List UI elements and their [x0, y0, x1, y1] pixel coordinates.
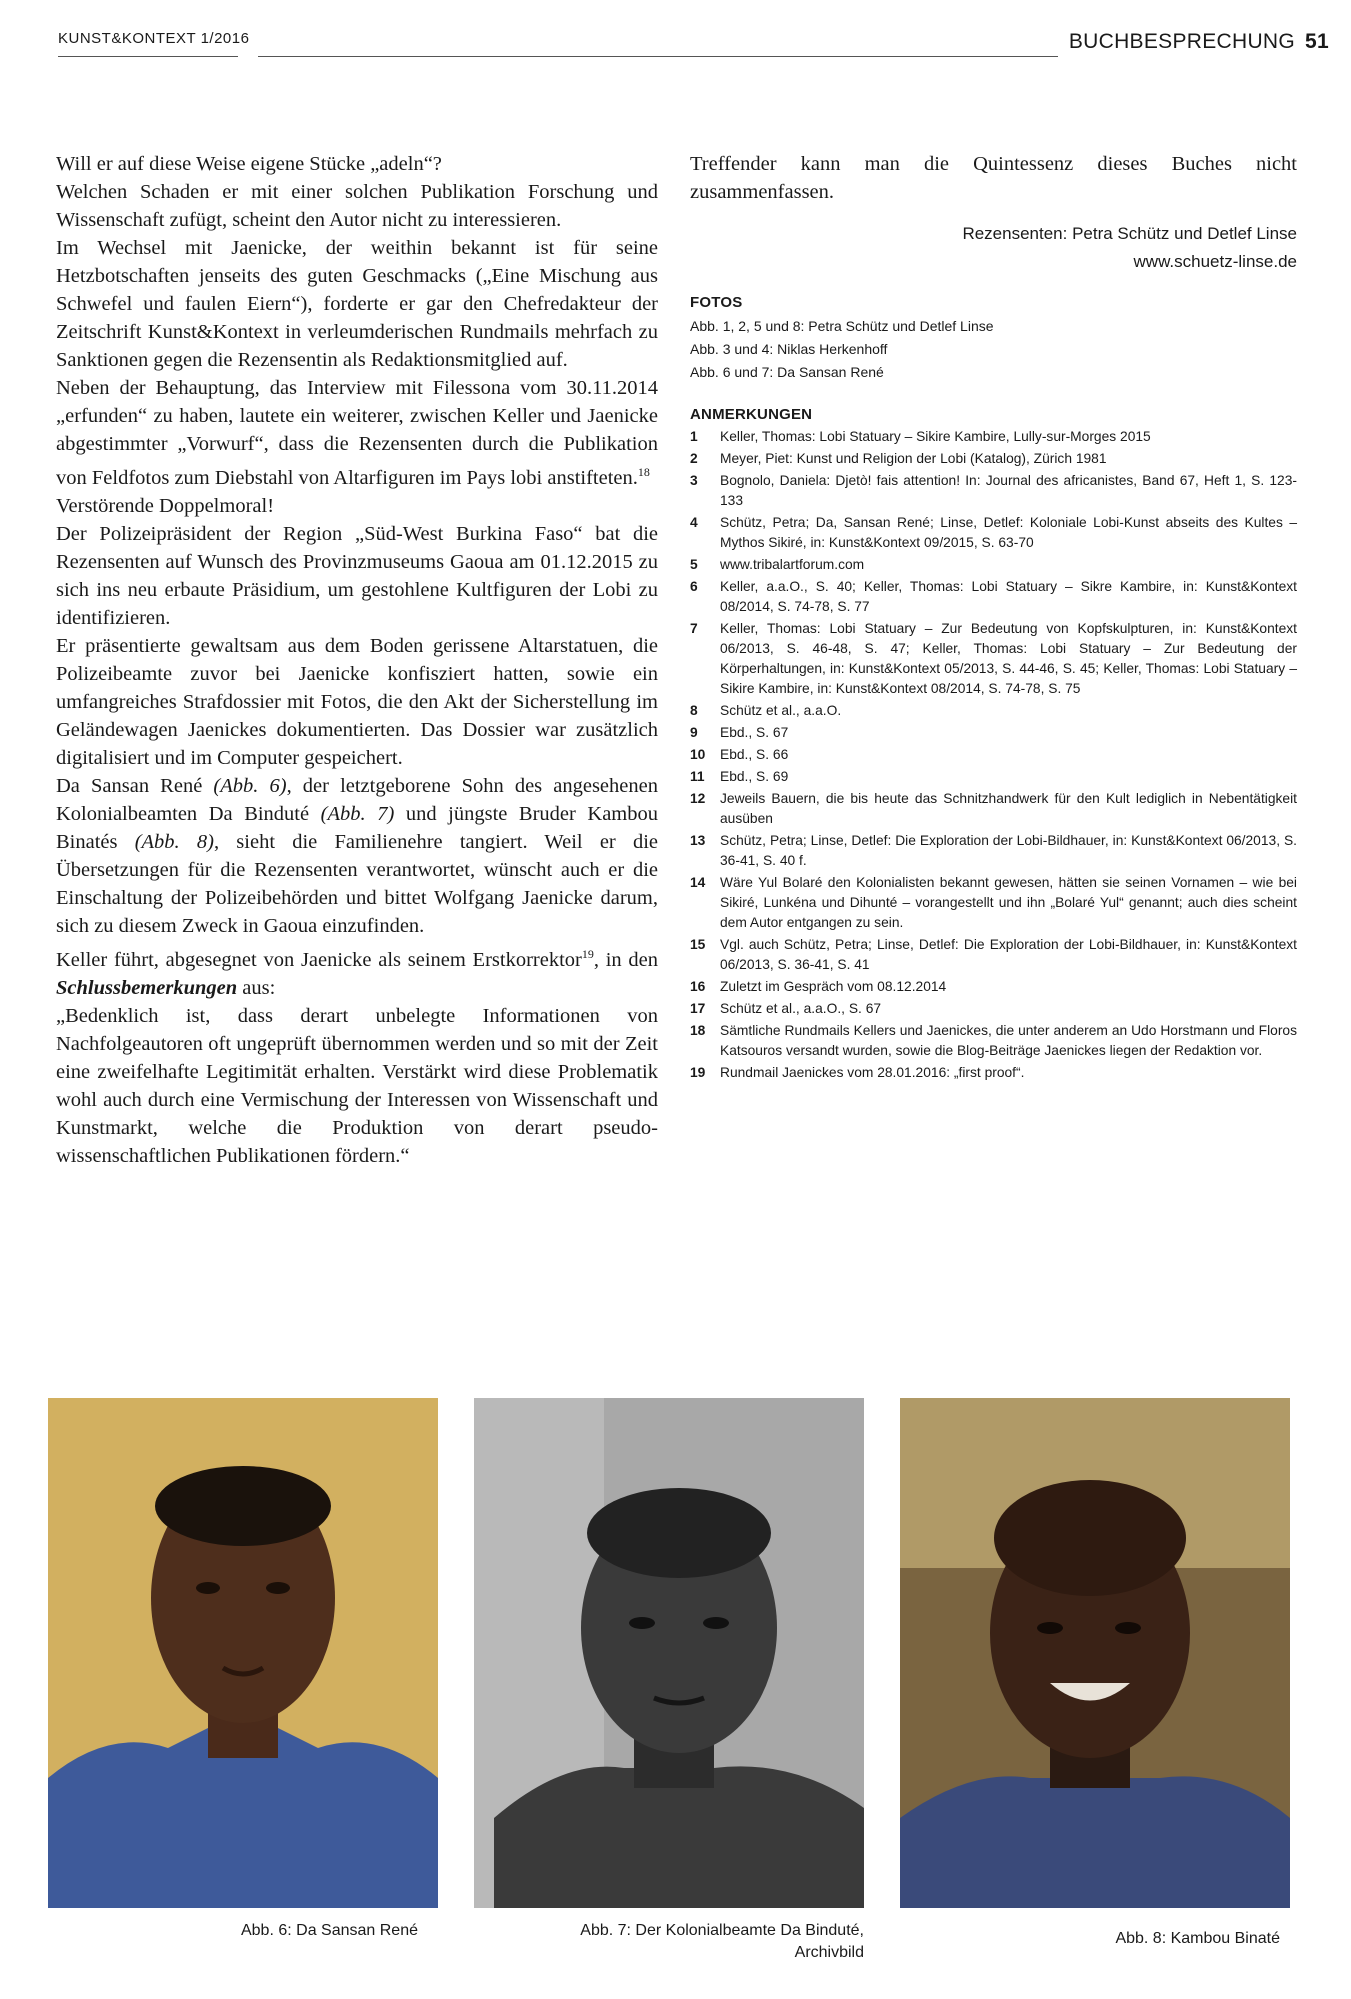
- footnote-number: 14: [690, 875, 706, 890]
- footnote-number: 5: [690, 557, 698, 572]
- reviewer-names: Rezensenten: Petra Schütz und Detlef Linse: [962, 224, 1297, 243]
- footnote-number: 19: [690, 1065, 706, 1080]
- footnote-text: Keller, a.a.O., S. 40; Keller, Thomas: Lobi Statuary – Sikre Kambire, in: Kunst&Kontext 08/2014, S. 74-78, S. 77: [720, 579, 1297, 614]
- footnote-item: [690, 831, 1297, 871]
- paragraph: Der Polizeipräsident der Region „Süd-West Burkina Faso“ bat die Rezensenten auf Wunsch des Provinzmuseums Gaoua am 01.12.2015 zu sich ins neu erbaute Präsidium, um gestohlene Kultfiguren der Lobi zu identifizieren.: [56, 522, 658, 629]
- footnote-item: [690, 555, 1297, 575]
- caption-abb-7: [474, 1920, 864, 1964]
- caption-abb-6: Abb. 6: Da Sansan René: [240, 1922, 418, 1939]
- footnote-text: Keller, Thomas: Lobi Statuary – Zur Bedeutung von Kopfskulpturen, in: Kunst&Kontext 06/2013, S. 46-48, S. 47; Keller, Thomas: Lobi Statuary – Zur Bedeutung der Körperhaltungen, in: Kunst&Kontext 05/2013, S. 44-46, S. 45; Keller, Thomas: Lobi Statuary – Sikire Kambire, in: Kunst&Kontext 08/2014, S. 74-78, S. 75: [720, 621, 1297, 696]
- caption-abb-8: Abb. 8: Kambou Binaté: [1115, 1930, 1280, 1947]
- footnote-text: Jeweils Bauern, die bis heute das Schnitzhandwerk für den Kult lediglich in Nebentätigkeit ausüben: [720, 791, 1297, 826]
- photo-da-sansan-rene: [48, 1398, 438, 1908]
- footnote-text: Wäre Yul Bolaré den Kolonialisten bekannt gewesen, hätten sie seinen Vornamen – wie bei Sikiré, Lunkéna und Dihunté – vorangestellt und ihn „Bolaré Yul“ genannt; auch dies scheint dem Autor entgangen zu sein.: [720, 875, 1297, 930]
- footnote-ref: 18: [637, 465, 650, 479]
- footnote-text: Schütz, Petra; Da, Sansan René; Linse, Detlef: Koloniale Lobi-Kunst abseits des Kultes – Mythos Sikiré, in: Kunst&Kontext 09/2015, S. 63-70: [720, 515, 1297, 550]
- paragraph: Neben der Behauptung, das Interview mit Filessona vom 30.11.2014 „erfunden“ zu haben, lautete ein weiterer, zwischen Keller und Jaenicke abgestimmter „Vorwurf“, dass die Rezensenten durch die Publikation von Feldfotos zum Diebstahl von Altarfiguren im Pays lobi anstifteten.$^{18}$: [56, 377, 658, 489]
- footnote-item: [690, 999, 1297, 1019]
- footnotes-list: [690, 427, 1297, 1083]
- footnote-text: www.tribalartforum.com: [720, 557, 865, 572]
- photo-credit: Abb. 6 und 7: Da Sansan René: [690, 364, 884, 380]
- header-rule-left: [58, 56, 238, 57]
- footnote-text: Meyer, Piet: Kunst und Religion der Lobi (Katalog), Zürich 1981: [720, 451, 1107, 466]
- paragraph: Will er auf diese Weise eigene Stücke „adeln“?: [56, 153, 442, 175]
- footnote-number: 18: [690, 1023, 706, 1038]
- footnote-number: 15: [690, 937, 706, 952]
- photo-credits: [690, 315, 1297, 384]
- footnote-item: [690, 789, 1297, 829]
- footnote-number: 1: [690, 429, 698, 444]
- footnote-item: [690, 513, 1297, 553]
- paragraph: Keller führt, abgesegnet von Jaenicke als seinem Erstkorrektor$^{19}$, in den Schlussbemerkungen aus:: [56, 946, 658, 999]
- footnote-text: Vgl. auch Schütz, Petra; Linse, Detlef: Die Exploration der Lobi-Bildhauer, in: Kunst&Kontext 06/2013, S. 36-41, S. 41: [720, 937, 1297, 972]
- footnote-text: Keller, Thomas: Lobi Statuary – Sikire Kambire, Lully-sur-Morges 2015: [720, 429, 1151, 444]
- article-body-right: [690, 150, 1297, 1085]
- footnote-item: [690, 873, 1297, 933]
- footnote-text: Schütz, Petra; Linse, Detlef: Die Exploration der Lobi-Bildhauer, in: Kunst&Kontext 06/2013, S. 36-41, S. 40 f.: [720, 833, 1297, 868]
- footnote-text: Bognolo, Daniela: Djetò! fais attention! In: Journal des africanistes, Band 67, Heft 1, S. 123-133: [720, 473, 1297, 508]
- footnote-number: 11: [690, 769, 705, 784]
- emphasis-term: Schlussbemerkungen: [56, 976, 238, 999]
- header-rule-right: [258, 56, 1058, 57]
- photo-credit: Abb. 1, 2, 5 und 8: Petra Schütz und Detlef Linse: [690, 318, 994, 334]
- footnote-item: [690, 619, 1297, 699]
- paragraph: Da Sansan René (Abb. 6), der letztgeborene Sohn des angesehenen Kolonialbeamten Da Binduté (Abb. 7) und jüngste Bruder Kambou Binatés (Abb. 8), sieht die Familienehre tangiert. Weil er die Übersetzungen für die Rezensenten verantwortet, wünscht auch er die Einschaltung der Polizeibehörden und bittet Wolfgang Jaenicke darum, sich zu diesem Zweck in Gaoua einzufinden.: [56, 774, 658, 937]
- block-quote: „Bedenklich ist, dass derart unbelegte Informationen von Nachfolgeautoren oft ungeprüft übernommen werden und so mit der Zeit eine zweifelhafte Legitimität erhalten. Verstärkt wird diese Problematik wohl auch durch eine Vermischung der Interessen von Wissenschaft und Kunstmarkt, welche die Produktion von derart pseudo-wissenschaftlichen Publikationen fördern.“: [56, 1004, 658, 1167]
- footnote-text: Ebd., S. 66: [720, 747, 789, 762]
- footnote-text: Schütz et al., a.a.O.: [720, 703, 842, 718]
- notes-heading: ANMERKUNGEN: [690, 406, 813, 423]
- footnote-number: 9: [690, 725, 698, 740]
- paragraph: Verstörende Doppelmoral!: [56, 494, 275, 517]
- footnote-text: Schütz et al., a.a.O., S. 67: [720, 1001, 882, 1016]
- figure-ref: (Abb. 8): [134, 830, 214, 853]
- section-header: [1069, 30, 1329, 54]
- footnote-number: 13: [690, 833, 706, 848]
- photo-kambou-binate: [900, 1398, 1290, 1908]
- footnote-number: 2: [690, 451, 698, 466]
- figure-ref: (Abb. 7): [320, 802, 395, 825]
- footnote-number: 4: [690, 515, 698, 530]
- footnote-number: 8: [690, 703, 698, 718]
- reviewer-website[interactable]: www.schuetz-linse.de: [1133, 252, 1297, 271]
- figure-ref: (Abb. 6): [213, 774, 287, 797]
- journal-title: KUNST&KONTEXT 1/2016: [58, 30, 250, 47]
- footnote-number: 16: [690, 979, 706, 994]
- footnote-item: [690, 723, 1297, 743]
- footnote-text: Ebd., S. 67: [720, 725, 789, 740]
- section-title: BUCHBESPRECHUNG: [1068, 30, 1296, 53]
- footnote-number: 17: [690, 1001, 706, 1016]
- footnote-text: Rundmail Jaenickes vom 28.01.2016: „first proof“.: [720, 1065, 1025, 1080]
- paragraph: Im Wechsel mit Jaenicke, der weithin bekannt ist für seine Hetzbotschaften jenseits des guten Geschmacks („Eine Mischung aus Schwefel und faulen Eiern“), forderte er gar den Chefredakteur der Zeitschrift Kunst&Kontext in verleumderischen Rundmails mehrfach zu Sanktionen gegen die Rezensentin als Redaktionsmitglied auf.: [56, 237, 658, 371]
- page-number: 51: [1305, 30, 1329, 53]
- footnote-item: [690, 935, 1297, 975]
- footnote-item: [690, 427, 1297, 447]
- closing-paragraph: Treffender kann man die Quintessenz dieses Buches nicht zusammenfassen.: [690, 153, 1297, 203]
- footnote-item: [690, 1021, 1297, 1061]
- caption-line: Abb. 7: Der Kolonialbeamte Da Binduté,: [580, 1922, 864, 1939]
- photo-da-bindute: [474, 1398, 864, 1908]
- portrait-image: [900, 1398, 1290, 1908]
- footnote-text: Sämtliche Rundmails Kellers und Jaenickes, die unter anderem an Udo Horstmann und Floros Katsouros versandt wurden, sowie die Blog-Beiträge Jaenickes liegen der Redaktion vor.: [720, 1023, 1297, 1058]
- footnote-text: Zuletzt im Gespräch vom 08.12.2014: [720, 979, 947, 994]
- footnote-number: 3: [690, 473, 698, 488]
- footnote-item: [690, 745, 1297, 765]
- photo-credit: Abb. 3 und 4: Niklas Herkenhoff: [690, 341, 888, 357]
- paragraph: Welchen Schaden er mit einer solchen Publikation Forschung und Wissenschaft zufügt, scheint den Autor nicht zu interessieren.: [56, 181, 658, 231]
- footnote-text: Ebd., S. 69: [720, 769, 789, 784]
- footnote-number: 12: [690, 791, 706, 806]
- footnote-number: 7: [690, 621, 698, 636]
- footnote-ref: 19: [581, 946, 594, 961]
- footnote-item: [690, 977, 1297, 997]
- portrait-image: [48, 1398, 438, 1908]
- reviewer-credit: [690, 220, 1297, 276]
- footnote-number: 10: [690, 747, 706, 762]
- portrait-image: [474, 1398, 864, 1908]
- fotos-heading: FOTOS: [690, 294, 743, 311]
- footnote-item: [690, 471, 1297, 511]
- footnote-item: [690, 701, 1297, 721]
- footnote-item: [690, 1063, 1297, 1083]
- article-body-left: [56, 150, 658, 1170]
- paragraph: Er präsentierte gewaltsam aus dem Boden gerissene Altarstatuen, die Polizeibeamte zuvor bei Jaenicke konfisziert hatten, sowie ein umfangreiches Strafdossier mit Fotos, die den Akt der Sicherstellung im Geländewagen Jaenickes dokumentierten. Das Dossier war zusätzlich digitalisiert und im Computer gespeichert.: [56, 634, 658, 769]
- caption-line: Archivbild: [794, 1944, 864, 1961]
- footnote-item: [690, 577, 1297, 617]
- footnote-number: 6: [690, 579, 698, 594]
- footnote-item: [690, 767, 1297, 787]
- footnote-item: [690, 449, 1297, 469]
